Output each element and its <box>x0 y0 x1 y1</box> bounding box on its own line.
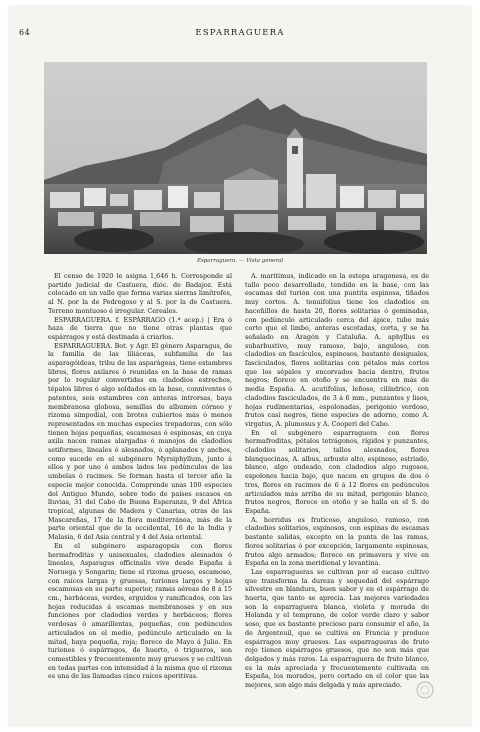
paragraph-species: A. maritimus, indicado en la estepa aragonesa, es de tallo poco desarrollado, tendido en la base, con las escamas del turión con una puntita espinosa, tiñados muy cortos. A. tenuifolius tiene los cladodios en haceñillos de hasta 20, flores solitarias ó geminadas, con pedúnculo articulado cerca del ápice, tubo más corto que el limbo, anteras escotadas, corta, y se ha señalado en Aragón y Cataluña. A. aphyllus es subarbustivo, muy ramoso, bajo, anguloso, con cladodios en fascículos, espinosos, bastante desiguales, fasciculados, flores solitarias con pétalos más cortos que los sépalos y encorvados hacia dentro, frutos negros; florece en otoño y se encuentra en más de media España. A. acutifolius, leñoso, cilíndrico, con cladodios fasciculados, de 3 á 6 mm., punzantes y lisos, hojas rudimentarias, espolonadas, perigonio verdoso, frutos casi negros, tiene especies de adorno, como A. virgatus, A. plumosus y A. Cooperi del Cabo. <box>245 272 429 428</box>
town-photograph-image <box>44 62 427 254</box>
paragraph-botany: ESPARRAGUERA. Bot. y Agr. El género Asparagus, de la familia de las liliáceas, subfamilia de las asparagóideas, tribu de las asparágeas, tiene estambres libres, flores axilares ó reunidas en la base de ramas por lo regular convertidas en cladodios estrechos, tépalos libres ó algo soldados en la base, conniventes ó patentes, seis estambres con anteras introrsas, baya membranosa globosa, semillas de albumen córneo y rizoma simpodial, con brotes cubiertos más ó menos representados en muchas especies trepadoras, con sólo tienen hojas pequeñas, escamosas ó espinosas, en cuya axila nacen ramas alargadas ó manojos de cladodios setiformes, lineales ó alesnados, ó aplanados y anchos, como sucede en el subgénero Myrsiphyllum, junto á ellos y por uno ó ambos lados los pedúnculos de las umbelas ó racimos. Se forman hasta el tercer año la especie mejor conocida. Comprende unas 100 especies del Antiguo Mundo, sobre todo de países escasos en lluvias, 31 del Cabo de Buena Esperanza, 9 del África tropical, algunas de Madera y Canarias, otras de las Mascareñas, 17 de la flora mediterránea, más de la parte oriental que de la occidental, 16 de la India y Malasia, 6 del Asia central y 4 del Asia oriental. <box>48 341 232 542</box>
town-photograph <box>44 62 427 254</box>
right-column <box>245 272 429 720</box>
paragraph-census: El censo de 1920 le asigna 1,646 h. Corresponde al partido judicial de Castuera, dióc. de Badajoz. Está colocado en un valle que forma varias sierras limítrofes, al N. por la de Pedregoso y al S. por la de Castuera. Terreno montuoso é irregular. Cereales. <box>48 272 232 315</box>
paragraph-definition: ESPARRAGUERA. f. ESPÁRRAGO (1.ª acep.) | Era ó haza de tierra que no tiene otras plantas que espárragos y está destinada á criarlos. <box>48 315 232 341</box>
left-column <box>48 272 232 720</box>
paragraph-subgenus: En el subgénero asparagopsis con flores hermafroditas y unisexuales, cladodios alesnados ó lineales, Asparagus officinalis vive desde España á Noruega y Songarin; tiene el rizoma grueso, escamoso, con raíces largas y gruesas, turiones largos y hojas escamosas en su parte superior, ramas aéreas de 8 á 15 cm., herbáceas, verdes, erguidos y ramificados, con las hojas reducidas á escamas membranosas y en sus funciones por cladodios verdes y herbáceos; flores verdosas ó amarillentas, pequeñas, con pedúnculos articulados en el medio, pedúnculo articulado en la mitad, baya pequeña, roja; florece de Mayo á Julio. En turiones ó espárragos, de huerto, ó trigueros, son comestibles y frecuentemente muy gruesos y se cultivan en todas partes con intensidad á la misma que el rizoma es una de las llamadas cinco raíces aperitivas. <box>48 541 232 681</box>
paragraph-horridus: A. horridus es fruticoso, anguloso, ramoso, con cladodios solitarios, espinosos, con espinas de escamas bastante salidas, excepto en la punta de las ramas, flores solitarias ó por excepción, largamente espinosas, frutos algo armados; florece en primavera y vive en España en la zona meridional y levantina. <box>245 515 429 568</box>
paragraph-cultivation: Las esparragueras se cultivan por el escaso cultivo que transforma la dureza y sequedad del espárrago silvestre en blandura, buen sabor y en el espárrago de huerta, que tanto se aprecia. Las mejores variedades son la esparraguera blanca, violeta y morada de Holanda y el temprano, de color verde claro y sabor soso, que es bastante precioso para consumir el año, la de Argenteuil, que se cultiva en Francia y produce espárragos muy gruesos. Las esparragueras de fruto rojo tienen espárragos gruesos, que no son más que delgados y más raros. La esparraguera de fruto blanco, es la más apreciada y frecuentemente cultivada en España, los morados, pero cortado en el color que las mejores, son algo más delgada y más apreciado. <box>245 567 429 690</box>
running-title: ESPARRAGUERA <box>195 28 285 38</box>
figure-caption: Esparraguera. — Vista general <box>196 258 284 264</box>
watermark-seal-icon <box>415 680 435 700</box>
page-number: 64 <box>19 28 31 37</box>
paragraph-subgenus-flowers: En el subgénero esparraguera con flores hermafroditas, pétalos tetrágonos, rígidos y punzantes, cladodios solitarios, tallos alesnados, flores blanquecinas, A. albus, arbusto alto, espinoso, estriado, blanco, algo ondeado, con cladodios algo rugosos, espolones hacia bajo, que nacen en grupos de dos ó tres, flores en racimos de 6 á 12 flores en pedúnculos articulados más arriba de su mitad, perigonio blanco, frutos negros, florece en otoño y se halla en el S. de España. <box>245 428 429 515</box>
running-head <box>9 28 471 42</box>
page <box>9 6 471 726</box>
